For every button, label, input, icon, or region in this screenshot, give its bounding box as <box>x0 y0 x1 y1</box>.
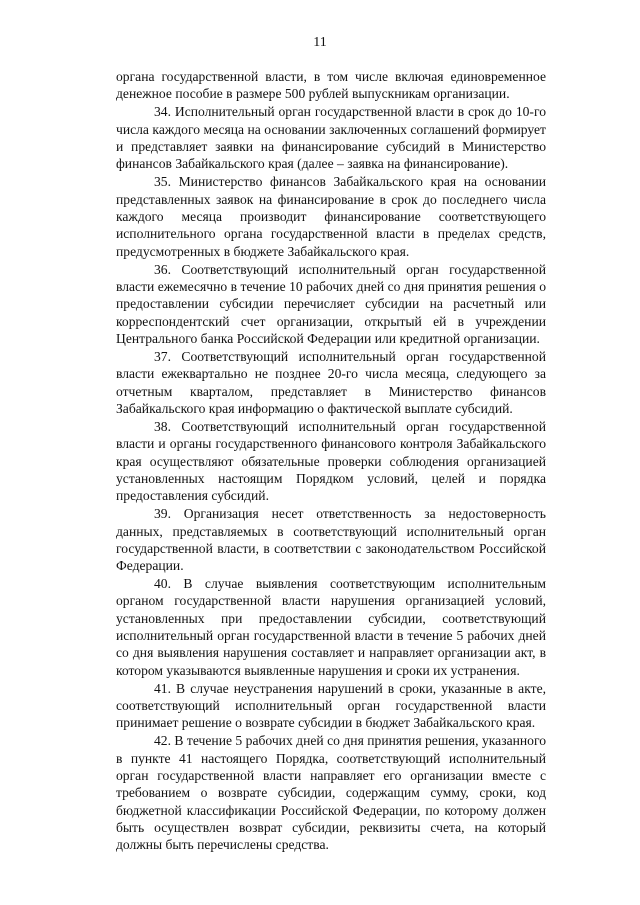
paragraph-37: 37. Соответствующий исполнительный орган государственной власти ежеквартально не позднее 20-го числа месяца, следующего за отчетным кварталом, представляет в Министерство финансов Забайкальского края информацию о фактической выплате субсидий. <box>116 348 546 416</box>
paragraph-36: 36. Соответствующий исполнительный орган государственной власти ежемесячно в течение 10 рабочих дней со дня принятия решения о предоставлении субсидии перечисляет субсидии на расчетный или корреспондентский счет организации, открытый ей в учреждении Центрального банка Российской Федерации или кредитной организации. <box>116 261 546 346</box>
paragraph-39: 39. Организация несет ответственность за недостоверность данных, представляемых в соответствующий исполнительный орган государственной власти, в соответствии с законодательством Российской Федерации. <box>116 506 546 574</box>
paragraph-35: 35. Министерство финансов Забайкальского края на основании представленных заявок на финансирование в срок до последнего числа каждого месяца производит финансирование соответствующего исполнительного органа государственной власти в пределах средств, предусмотренных в бюджете Забайкальского края. <box>116 174 546 259</box>
paragraph-38: 38. Соответствующий исполнительный орган государственной власти и органы государственного финансового контроля Забайкальского края осуществляют обязательные проверки соблюдения организацией установленных настоящим Порядком условий, целей и порядка предоставления субсидий. <box>116 418 546 504</box>
document-body <box>116 68 546 854</box>
paragraph-34: 34. Исполнительный орган государственной власти в срок до 10-го числа каждого месяца на основании заключенных соглашений формирует и представляет заявки на финансирование субсидий в Министерство финансов Забайкальского края (далее – заявка на финансирование). <box>116 104 546 172</box>
paragraph-40: 40. В случае выявления соответствующим исполнительным органом государственной власти нарушения организацией условий, установленных при предоставлении субсидии, соответствующий исполнительный орган государственной власти в течение 5 рабочих дней со дня выявления нарушения составляет и направляет организации акт, в котором указываются выявленные нарушения и сроки их устранения. <box>116 576 546 678</box>
paragraph-42: 42. В течение 5 рабочих дней со дня принятия решения, указанного в пункте 41 настоящего Порядка, соответствующий исполнительный орган государственной власти направляет его организации вместе с требованием о возврате субсидии, содержащим сумму, сроки, код бюджетной классификации Российской Федерации, по которому должен быть осуществлен возврат субсидии, реквизиты счета, на который должны быть перечислены средства. <box>116 733 546 853</box>
paragraph-continuation: органа государственной власти, в том числе включая единовременное денежное пособие в размере 500 рублей выпускникам организации. <box>116 69 546 102</box>
paragraph-41: 41. В случае неустранения нарушений в сроки, указанные в акте, соответствующий исполнительный орган государственной власти принимает решение о возврате субсидии в бюджет Забайкальского края. <box>116 680 546 731</box>
page-number: 11 <box>313 35 327 50</box>
